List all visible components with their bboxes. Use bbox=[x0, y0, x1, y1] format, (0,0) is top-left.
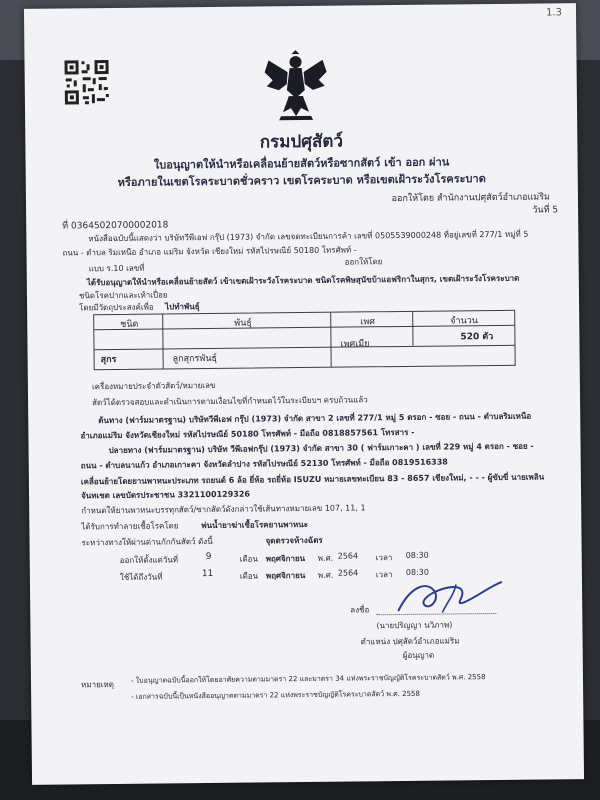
permit-subtitle-line2: หรือภายในเขตโรคระบาดชั่วคราว เขตโรคระบาด หรือเขตเฝ้าระวังโรคระบาด bbox=[117, 172, 486, 189]
valid-to-time: 08:30 bbox=[405, 567, 429, 577]
form-number-label: แบบ ร.10 เลขที่ bbox=[88, 263, 145, 274]
issued-by: ออกให้โดย สำนักงานปศุสัตว์อำเภอแม่ริม bbox=[391, 192, 551, 205]
purpose-value: ไปทำพันธุ์ bbox=[165, 302, 200, 312]
disinfection-value: พ่นน้ำยาฆ่าเชื้อโรคยานพาหนะ bbox=[201, 519, 309, 531]
table-cell-breed: ลูกสุกรพันธุ์ bbox=[172, 353, 218, 365]
checkpoint-label: ระหว่างทางให้ผ่านด่านกักกันสัตว์ ดังนี้ bbox=[81, 536, 213, 548]
issue-date: วันที่ 5 bbox=[532, 205, 559, 216]
valid-from-month: พฤศจิกายน bbox=[265, 553, 306, 564]
issued-label: ออกให้โดย bbox=[344, 257, 383, 267]
valid-to-day: 11 bbox=[201, 568, 214, 580]
valid-to-month-label: เดือน bbox=[239, 571, 259, 581]
valid-to-month: พฤศจิกายน bbox=[265, 570, 306, 581]
valid-from-time: 08:30 bbox=[405, 550, 429, 560]
table-cell-sex: เพศเมีย bbox=[340, 339, 370, 350]
table-cell-type: สุกร bbox=[100, 354, 117, 366]
purpose-label: โดยมีวัตถุประสงค์เพื่อ bbox=[79, 302, 154, 313]
table-header-count: จำนวน bbox=[450, 316, 478, 327]
signature-label: ลงชื่อ bbox=[350, 605, 370, 615]
destination-line1: ปลายทาง (ฟาร์มมาตรฐาน) บริษัท วีพีเอฟกรุ๊ป (1973) จำกัด สาขา 30 ( ฟาร์มเกาะคา ) เลขที่ 229 หมู่ 4 ตรอก - ซอย - bbox=[108, 441, 534, 456]
applicant-line1: หนังสือฉบับนี้แสดงว่า บริษัทวีพีเอฟ กรุ๊ป (1973) จำกัด เลขจดทะเบียนการค้า เลขที่ 0505539000248 ที่อยู่เลขที่ 277/1 หมู่ที่ 5 bbox=[88, 229, 529, 244]
inspection-line: สัตว์ได้ตรวจสอบและดำเนินการตามเงื่อนไขที่กำหนดไว้ในระเบียบฯ ครบถ้วนแล้ว bbox=[92, 395, 368, 408]
applicant-line2: ถนน - ตำบล ริมเหนือ อำเภอ แม่ริม จังหวัด เชียงใหม่ รหัสไปรษณีย์ 50180 โทรศัพท์ - bbox=[62, 245, 357, 258]
signatory-role: ผู้อนุญาต bbox=[402, 650, 435, 660]
disease-label: ชนิดโรคปากและเท้าเปื่อย bbox=[78, 290, 168, 301]
valid-from-year-label: พ.ศ. bbox=[317, 553, 334, 563]
valid-to-time-label: เวลา bbox=[375, 570, 393, 580]
origin-line2: อำเภอแม่ริม จังหวัดเชียงใหม่ รหัสไปรษณีย์ 50180 โทรศัพท์ - มือถือ 0818857561 โทรสาร - bbox=[80, 427, 415, 441]
valid-from-time-label: เวลา bbox=[375, 553, 393, 563]
disinfection-label: ได้รับการทำลายเชื้อโรคโดย bbox=[81, 521, 179, 532]
table-header-sex: เพศ bbox=[360, 317, 376, 328]
page-number: 1.3 bbox=[546, 7, 563, 19]
permit-line: ได้รับอนุญาตให้นำหรือเคลื่อนย้ายสัตว์ เข้าเขตเฝ้าระวังโรคระบาด ชนิดโรคพิษสุนัขบ้าแอฟริกาในสุกร, เขตเฝ้าระวังโรคระบาด bbox=[86, 273, 520, 288]
valid-from-month-label: เดือน bbox=[239, 554, 258, 564]
valid-to-label: ใช้ได้ถึงวันที่ bbox=[119, 572, 163, 582]
valid-from-day: 9 bbox=[205, 551, 212, 563]
permit-subtitle-line1: ใบอนุญาตให้นำหรือเคลื่อนย้ายสัตว์หรือซากสัตว์ เข้า ออก ผ่าน bbox=[153, 155, 450, 172]
valid-to-year-label: พ.ศ. bbox=[317, 570, 334, 580]
document-number: ที่ 03645020700002018 bbox=[62, 220, 169, 232]
checkpoint-value: จุดตรวจห้างฉัตร bbox=[265, 535, 323, 546]
table-header-type: ชนิด bbox=[120, 319, 139, 330]
qr-code-icon bbox=[62, 58, 111, 107]
signatory-position: ตำแหน่ง ปศุสัตว์อำเภอแม่ริม bbox=[360, 636, 460, 647]
valid-to-year: 2564 bbox=[337, 568, 359, 578]
signatory-name: (นายปริญญา นวิภาพ) bbox=[376, 620, 453, 631]
notes-line1: - ใบอนุญาตฉบับนี้ออกให้โดยอาศัยความตามมาตรา 22 และมาตรา 34 แห่งพระราชบัญญัติโรคระบาดสัตว์ พ.ศ. 2558 bbox=[130, 673, 486, 685]
table-header-breed: พันธุ์ bbox=[234, 318, 252, 329]
origin-line1: ต้นทาง (ฟาร์มมาตรฐาน) บริษัทวีพีเอฟ กรุ๊ป (1973) จำกัด สาขา 2 เลขที่ 277/1 หมู่ 5 ตรอก - ซอย - ถนน - ตำบลริมเหนือ bbox=[98, 411, 532, 426]
animal-mark-line: เครื่องหมายประจำตัวสัตว์/หมายเลข bbox=[91, 380, 216, 392]
route-line: กำหนดให้ยานพาหนะบรรทุกสัตว์/ซากสัตว์ดังกล่าวใช้เส้นทางหมายเลข 107, 11, 1 bbox=[81, 503, 366, 516]
signature-icon bbox=[390, 576, 510, 619]
notes-label: หมายเหตุ bbox=[80, 680, 115, 690]
valid-from-year: 2564 bbox=[337, 551, 359, 561]
department-title: กรมปศุสัตว์ bbox=[259, 131, 344, 153]
vehicle-line: เคลื่อนย้ายโดยยานพาหนะประเภท รถยนต์ 6 ล้อ ยี่ห้อ รถยี่ห้อ ISUZU หมายเลขทะเบียน 83 - 8657 เชียงใหม่, - - - ผู้ขับขี่ นายเพลิน bbox=[80, 472, 545, 487]
garuda-emblem-icon bbox=[260, 50, 331, 123]
animal-table bbox=[93, 310, 516, 370]
table-cell-count: 520 ตัว bbox=[460, 332, 494, 343]
destination-line2: ถนน - ตำบลนาแก้ว อำเภอเกาะคา จังหวัดลำปาง รหัสไปรษณีย์ 52130 โทรศัพท์ - มือถือ 0819516338 bbox=[80, 457, 448, 471]
driver-line: จันทเชต เลขบัตรประชาชน 3321100129326 bbox=[81, 489, 250, 501]
valid-from-label: ออกให้ตั้งแต่วันที่ bbox=[119, 555, 179, 565]
notes-line2: - เอกสารฉบับนี้เป็นหนังสืออนุญาตตามมาตรา 22 แห่งพระราชบัญญัติโรคระบาดสัตว์ พ.ศ. 2558 bbox=[131, 689, 420, 701]
permit-document bbox=[24, 3, 584, 785]
